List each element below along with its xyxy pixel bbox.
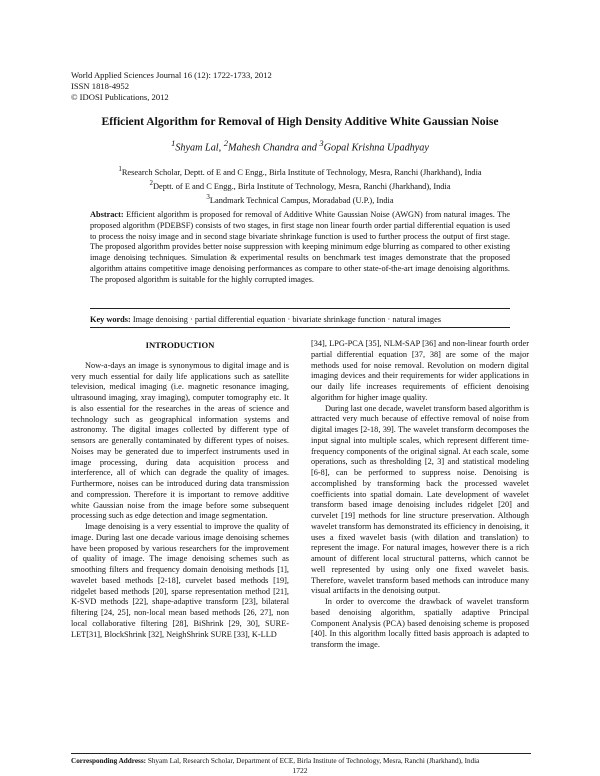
abstract-text: Efficient algorithm is proposed for removal of Additive White Gaussian Noise (AWGN) from natural images. The proposed algorithm (PDEBSF) consists of two stages, in first stage non linear fourth order partial differential equation is used to process the noisy image and in second stage bivariate shrinkage function is used to further process the output of first stage. The proposed algorithm provides better noise suppression with keeping minimum edge blurring as compared to other existing image denoising techniques. Simulation & experimental results on benchmark test images demonstrate that the proposed algorithm attains competitive image denoising performances as compare to other state-of-the-art image denoising algorithms. The proposed algorithm is suitable for the highly corrupted images. <box>90 210 510 284</box>
page-number: 1722 <box>292 766 308 775</box>
intro-paragraph-2: Image denoising is a very essential to improve the quality of image. During last one decade various image denoising schemes have been proposed by various researchers for the improvement of quality of image. The image denoising schemes such as smoothing filters and frequency domain denoising methods [1], wavelet based methods [2-18], curvelet based methods [19], ridgelet based methods [20], sparse representation method [21], K-SVD methods [22], shape-adaptive transform [23], bilateral filtering [24, 25], non-local mean based methods [26, 27], non local collaborative filtering [28], BiShrink [29, 30], SURE-LET[31], BlockShrink [32], NeighShrink SURE [33], K-LLD <box>71 522 289 639</box>
author-3: Gopal Krishna Upadhyay <box>323 142 429 154</box>
intro-paragraph-3: During last one decade, wavelet transform based algorithm is attracted very much because of effective removal of noise from digital images [2-18, 39]. The wavelet transform decomposes the input signal into multiple scales, which represent different time-frequency components of the original signal. At each scale, some operations, such as thresholding [2, 3] and statistical modeling [6-8], can be performed to suppress noise. Denoising is accomplished by transforming back the processed wavelet coefficients into spatial domain. Late development of wavelet transform based image denoising includes ridgelet [20] and curvelet [19] methods for line structure preservation. Although wavelet transform has demonstrated its efficiency in denoising, it uses a fixed wavelet basis (with dilation and translation) to represent the image. For natural images, however there is a rich amount of different local structural patterns, which cannot be well represented by using only one fixed wavelet basis. Therefore, wavelet transform based methods can introduce many visual artifacts in the denoising output. <box>311 403 529 596</box>
author-1: Shyam Lal, <box>175 142 224 154</box>
corresponding-address-text: Shyam Lal, Research Scholar, Department of ECE, Birla Institute of Technology, Mesra, Ranchi (Jharkhand), India <box>146 757 480 765</box>
journal-citation: World Applied Sciences Journal 16 (12): 1722-1733, 2012 <box>71 70 272 80</box>
affiliation-1: $^1$Research Scholar, Deptt. of E and C Engg., Birla Institute of Technology, Mesra, Ranchi (Jharkhand), India <box>118 165 482 177</box>
author-3-sup: 3 <box>319 138 324 148</box>
author-2: Mahesh Chandra and <box>227 142 320 154</box>
journal-header <box>71 70 272 102</box>
affiliations <box>0 164 600 206</box>
intro-paragraph-1: Now-a-days an image is synonymous to digital image and is very much essential for daily life applications such as satellite television, medical imaging (i.e. magnetic resonance imaging, ultrasound imaging, xray imaging), computer tomography etc. It is also essential for the researches in the areas of science and technology such as geographical information systems and astronomy. The digital images collected by different type of sensors are generally contaminated by different types of noises. Noises may be generated due to imperfect instruments used in image processing, during data acquisition process and interference, all of which can degrade the quality of images. Furthermore, noises can be introduced during data transmission and compression. Therefore it is important to remove additive white Gaussian noise from the image before some subsequent processing such as edge detection and image segmentation. <box>71 360 289 521</box>
divider <box>90 327 510 328</box>
affiliation-3: $^3$Landmark Technical Campus, Moradabad (U.P.), India <box>206 193 394 205</box>
divider <box>90 308 510 309</box>
journal-issn: ISSN 1818-4952 <box>71 80 130 91</box>
corresponding-address-label: Corresponding Address: <box>71 757 147 765</box>
section-heading-introduction: INTRODUCTION <box>145 340 215 350</box>
author-2-sup: 2 <box>223 138 228 148</box>
right-column <box>311 339 529 651</box>
left-column <box>71 340 289 640</box>
intro-paragraph-4: In order to overcome the drawback of wavelet transform based denoising algorithm, spatially adaptive Principal Component Analysis (PCA) based denoising scheme is proposed [40]. In this algorithm locally fitted basis approach is adapted to transform the image. <box>311 597 529 649</box>
corresponding-address <box>71 757 531 765</box>
intro-paragraph-continued: [34], LPG-PCA [35], NLM-SAP [36] and non-linear fourth order partial differential equation [37, 38] are some of the major methods used for noise removal. Revolution on modern digital imaging devices and their requirements for wider applications in our daily life increases requirements of efficient denoising algorithm for higher image quality. <box>311 339 529 402</box>
affiliation-2: $^2$Deptt. of E and C Engg., Birla Institute of Technology, Mesra, Ranchi (Jharkhand), India <box>149 179 451 191</box>
author-1-sup: 1 <box>171 138 176 148</box>
keywords-text: Image denoising · partial differential equation · bivariate shrinkage function · natural images <box>130 315 441 324</box>
paper-title: Efficient Algorithm for Removal of High Density Additive White Gaussian Noise <box>101 115 499 128</box>
abstract-label: Abstract: <box>90 210 124 219</box>
keywords <box>90 315 510 324</box>
journal-copyright: © IDOSI Publications, 2012 <box>71 91 169 102</box>
abstract <box>90 210 510 285</box>
keywords-label: Key words: <box>90 315 131 324</box>
divider <box>71 753 531 754</box>
author-list <box>0 138 600 153</box>
